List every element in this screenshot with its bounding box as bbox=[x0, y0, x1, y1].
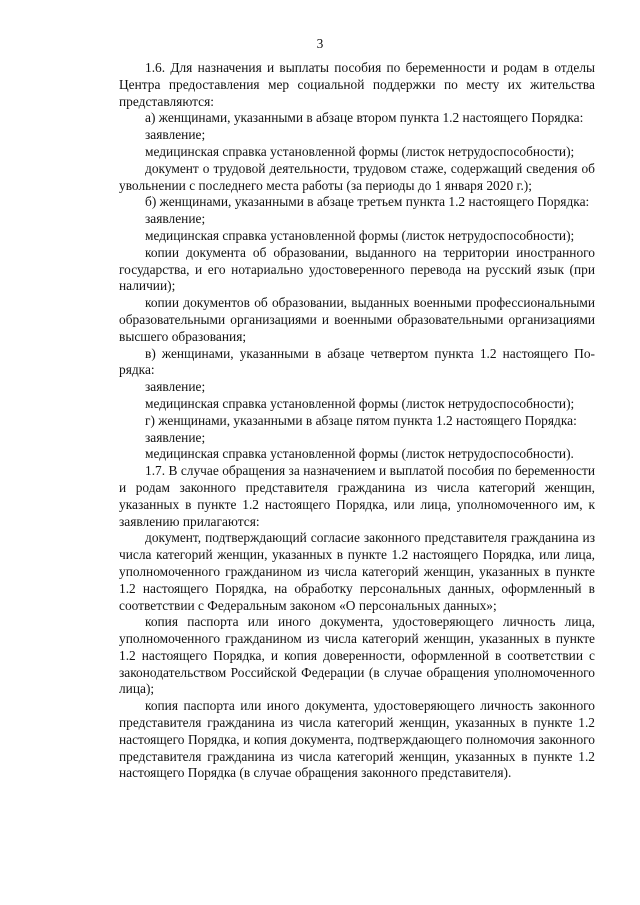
paragraph-item-b: б) женщинами, указанными в абзаце третьем пункта 1.2 настоящего Порядка: bbox=[145, 194, 590, 210]
paragraph-a-medical-certificate: медицинская справка установленной формы (листок нетрудоспособности); bbox=[145, 143, 575, 159]
paragraph-item-g: г) женщинами, указанными в абзаце пятом пункта 1.2 настоящего Порядка: bbox=[145, 412, 577, 428]
paragraph-legal-representative-passport: копия паспорта или иного документа, удостоверяющего личность законного представителя гражданина из числа категорий женщин, указанных в пункте 1.2 настоящего Порядка, и копия документа, подтверждающего полномочия законного представителя гражданина из числа категорий женщин, указанных в пункте 1.2 настоящего Порядка (в случае обращения законного представителя). bbox=[119, 698, 595, 781]
paragraph-b-military-education: копии документов об образовании, выданных военными профессиональными образовательными организациями и военными образовательными организациями высшего образования; bbox=[119, 295, 595, 344]
paragraph-g-application: заявление; bbox=[145, 429, 206, 445]
paragraph-v-application: заявление; bbox=[145, 379, 206, 395]
paragraph-1-7: 1.7. В случае обращения за назначением и выплатой пособия по беременности и родам законного представителя гражданина из числа категорий женщин, указанных в пункте 1.2 настоящего Порядка, или лица, уполномоченного им, к заявлению прилагаются: bbox=[119, 463, 595, 529]
paragraph-a-work-document: документ о трудовой деятельности, трудовом стаже, содержащий сведения об увольнении с последнего места работы (за периоды до 1 января 2020 г.); bbox=[119, 160, 595, 193]
paragraph-b-application: заявление; bbox=[145, 211, 206, 227]
page-number: 3 bbox=[316, 36, 324, 51]
paragraph-1-6: 1.6. Для назначения и выплаты пособия по беременности и родам в отделы Центра предоставления мер социальной поддержки по месту их жительства представляются: bbox=[119, 60, 595, 109]
paragraph-v-medical-certificate: медицинская справка установленной формы (листок нетрудоспособности); bbox=[145, 395, 575, 411]
paragraph-a-application: заявление; bbox=[145, 127, 206, 143]
paragraph-b-foreign-education: копии документа об образовании, выданного на территории иностранного государства, и его нотариально удостоверенного перевода на русский язык (при наличии); bbox=[119, 244, 595, 294]
paragraph-authorized-person-passport: копия паспорта или иного документа, удостоверяющего личность лица, уполномоченного гражданином из числа категорий женщин, указанных в пункте 1.2 настоящего Порядка, и копия доверенности, оформленной в соответствии с законодательством Российской Федерации (в случае обращения уполномоченного лица); bbox=[119, 614, 595, 697]
paragraph-consent-document: документ, подтверждающий согласие законного представителя гражданина из числа категорий женщин, указанных в пункте 1.2 настоящего Порядка, или лица, уполномоченного гражданином из числа категорий женщин, указанных в пункте 1.2 настоящего Порядка, на обработку персональных данных, оформленный в соответствии с Федеральным законом «О персональных данных»; bbox=[119, 530, 595, 613]
paragraph-item-v: в) женщинами, указанными в абзаце четвертом пункта 1.2 настоящего Порядка: bbox=[119, 345, 595, 378]
document-body bbox=[119, 60, 595, 782]
paragraph-item-a: а) женщинами, указанными в абзаце втором пункта 1.2 настоящего Порядка: bbox=[145, 110, 584, 126]
paragraph-b-medical-certificate: медицинская справка установленной формы (листок нетрудоспособности); bbox=[145, 227, 575, 243]
paragraph-g-medical-certificate: медицинская справка установленной формы (листок нетрудоспособности). bbox=[145, 446, 574, 462]
